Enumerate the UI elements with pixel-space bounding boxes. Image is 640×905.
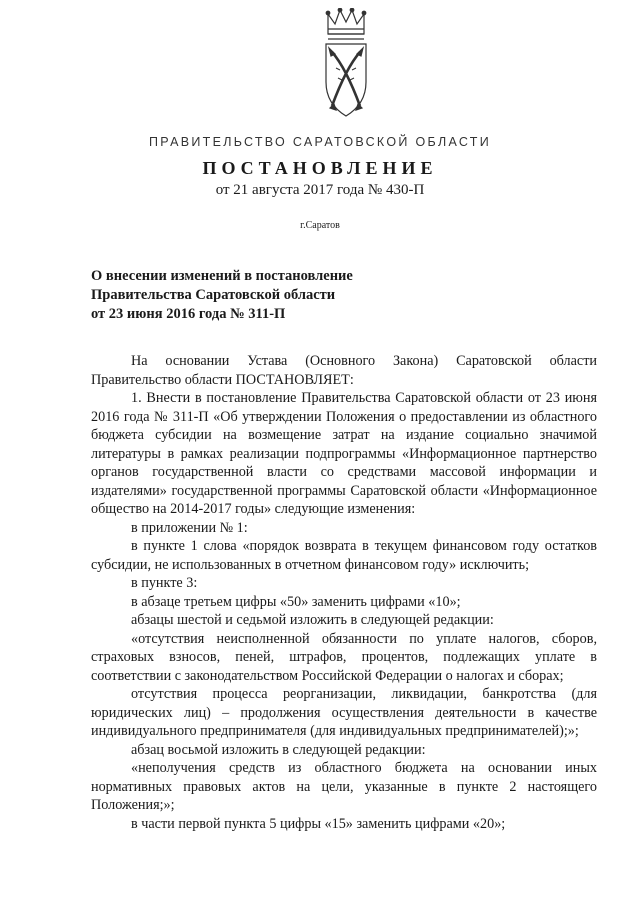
body-paragraph: в абзаце третьем цифры «50» заменить цифрами «10»; <box>131 593 461 610</box>
body-paragraph: отсутствия процесса реорганизации, ликвидации, банкротства (для юридических лиц) – продолжения осуществления деятельности в качестве индивидуального предпринимателя (для индивидуальных предпринимателей);»; <box>91 686 597 739</box>
document-city: г.Саратов <box>300 220 340 231</box>
document-subject <box>91 267 491 324</box>
body-paragraph: абзацы шестой и седьмой изложить в следующей редакции: <box>131 612 494 628</box>
body-paragraph: «неполучения средств из областного бюджета на основании иных нормативных правовых актов на цели, указанные в пункте 2 настоящего Положения;»; <box>91 760 597 813</box>
body-paragraph: в части первой пункта 5 цифры «15» заменить цифрами «20»; <box>131 815 506 832</box>
document-date-number: от 21 августа 2017 года № 430-П <box>215 182 425 198</box>
document-type-title: ПОСТАНОВЛЕНИЕ <box>202 158 438 178</box>
body-paragraph: абзац восьмой изложить в следующей редакции: <box>131 741 426 758</box>
coat-of-arms-emblem <box>322 8 370 120</box>
body-paragraph: в пункте 1 слова «порядок возврата в текущем финансовом году остатков субсидии, не использованных в отчетном финансовом году» исключить; <box>91 538 597 573</box>
body-paragraph: «отсутствия неисполненной обязанности по уплате налогов, сборов, страховых взносов, пеней, штрафов, процентов, подлежащих уплате в соответствии с законодательством Российской Федерации о налогах и сборах; <box>91 630 597 684</box>
body-paragraph: 1. Внести в постановление Правительства Саратовской области от 23 июня 2016 года № 311-П «Об утверждении Положения о предоставлении из областного бюджета субсидии на возмещение затрат на издание социально значимой литературы в рамках реализации подпрограммы «Информационное партнерство органов государственной власти со средствами массовой информации и издателями» государственной программы Саратовской области «Информационное общество на 2014-2017 годы» следующие изменения: <box>91 390 597 517</box>
body-paragraph: На основании Устава (Основного Закона) Саратовской области Правительство области ПОСТАНОВЛЯЕТ: <box>91 353 597 388</box>
subject-line: от 23 июня 2016 года № 311-П <box>91 306 286 322</box>
subject-line: О внесении изменений в постановление <box>91 268 353 284</box>
government-name: ПРАВИТЕЛЬСТВО САРАТОВСКОЙ ОБЛАСТИ <box>149 135 491 149</box>
subject-line: Правительства Саратовской области <box>91 287 336 303</box>
document-body <box>91 352 597 833</box>
body-paragraph: в приложении № 1: <box>131 519 248 536</box>
body-paragraph: в пункте 3: <box>131 575 198 591</box>
